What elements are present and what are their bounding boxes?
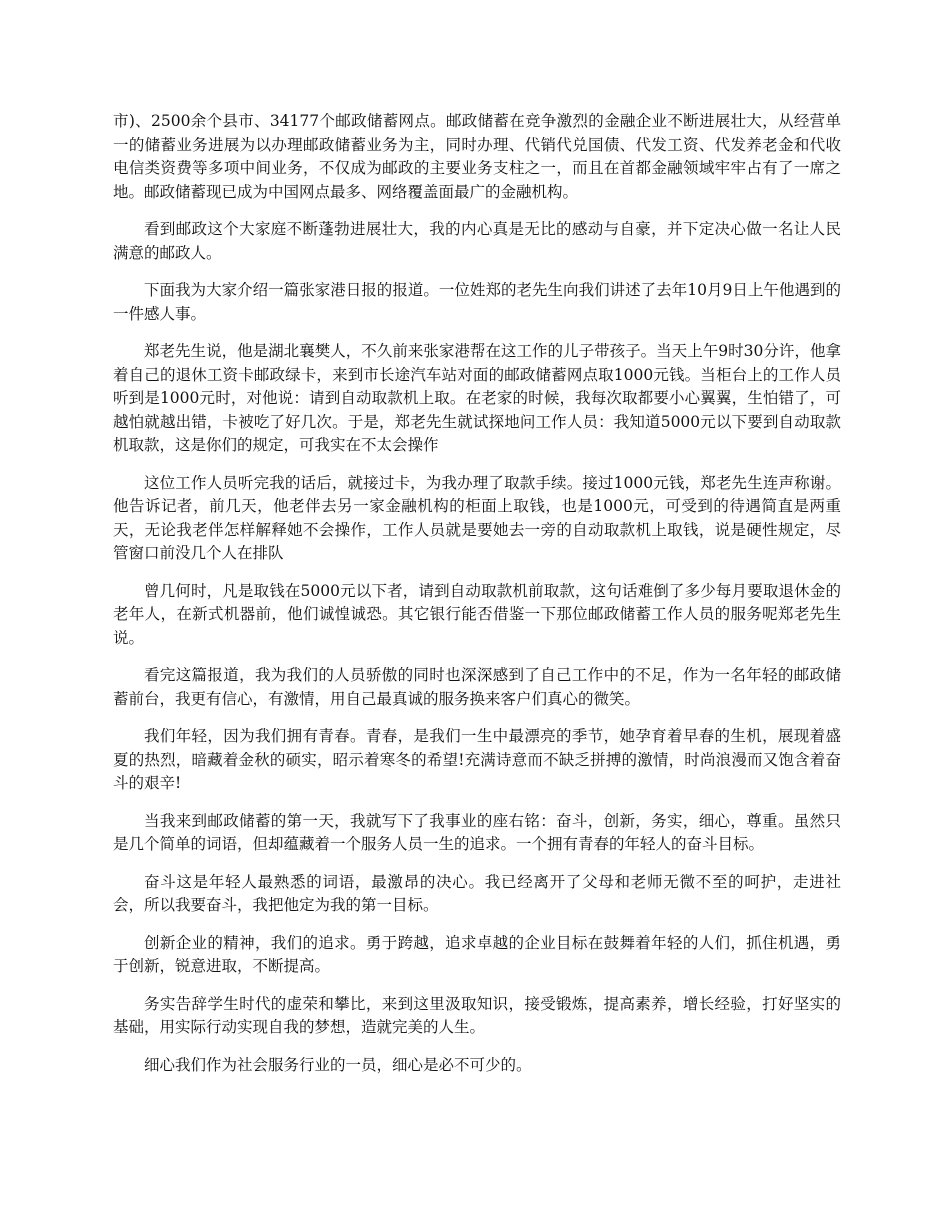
paragraph-4: 郑老先生说，他是湖北襄樊人，不久前来张家港帮在这工作的儿子带孩子。当天上午9时30分许，他拿着自己的退休工资卡邮政绿卡，来到市长途汽车站对面的邮政储蓄网点取1000元钱。当柜台上的工作人员听到是1000元时，对他说：请到自动取款机上取。在老家的时候，我每次取都要小心翼翼，生怕错了，可越怕就越出错，卡被吃了好几次。于是，郑老先生就试探地问工作人员：我知道5000元以下要到自动取款机取款，这是你们的规定，可我实在不太会操作 (113, 342, 841, 454)
paragraph-10: 奋斗这是年轻人最熟悉的词语，最激昂的决心。我已经离开了父母和老师无微不至的呵护，走进社会，所以我要奋斗，我把他定为我的第一目标。 (113, 872, 841, 914)
paragraph-5: 这位工作人员听完我的话后，就接过卡，为我办理了取款手续。接过1000元钱，郑老先生连声称谢。他告诉记者，前几天，他老伴去另一家金融机构的柜面上取钱，也是1000元，可受到的待遇简直是两重天，无论我老伴怎样解释她不会操作，工作人员就是要她去一旁的自动取款机上取钱，说是硬性规定，尽管窗口前没几个人在排队 (113, 473, 841, 562)
paragraph-11: 创新企业的精神，我们的追求。勇于跨越，追求卓越的企业目标在鼓舞着年轻的人们，抓住机遇，勇于创新，锐意进取，不断提高。 (113, 933, 841, 975)
document-body (113, 110, 841, 1091)
paragraph-13: 细心我们作为社会服务行业的一员，细心是必不可少的。 (144, 1055, 532, 1074)
paragraph-2: 看到邮政这个大家庭不断蓬勃进展壮大，我的内心真是无比的感动与自豪，并下定决心做一名让人民满意的邮政人。 (113, 220, 841, 262)
paragraph-6: 曾几何时，凡是取钱在5000元以下者，请到自动取款机前取款，这句话难倒了多少每月要取退休金的老年人，在新式机器前，他们诚惶诚恐。其它银行能否借鉴一下那位邮政储蓄工作人员的服务呢郑老先生说。 (113, 581, 841, 647)
paragraph-3: 下面我为大家介绍一篇张家港日报的报道。一位姓郑的老先生向我们讲述了去年10月9日上午他遇到的一件感人事。 (113, 281, 841, 323)
paragraph-7: 看完这篇报道，我为我们的人员骄傲的同时也深深感到了自己工作中的不足，作为一名年轻的邮政储蓄前台，我更有信心，有激情，用自己最真诚的服务换来客户们真心的微笑。 (113, 666, 841, 708)
paragraph-1: 市)、2500余个县市、34177个邮政储蓄网点。邮政储蓄在竞争激烈的金融企业不断进展壮大，从经营单一的储蓄业务进展为以办理邮政储蓄业务为主，同时办理、代销代兑国债、代发工资、代发养老金和代收电信类资费等多项中间业务，不仅成为邮政的主要业务支柱之一，而且在首都金融领域牢牢占有了一席之地。邮政储蓄现已成为中国网点最多、网络覆盖面最广的金融机构。 (113, 112, 841, 201)
paragraph-8: 我们年轻，因为我们拥有青春。青春，是我们一生中最漂亮的季节，她孕育着早春的生机，展现着盛夏的热烈，暗藏着金秋的硕实，昭示着寒冬的希望!充满诗意而不缺乏拼搏的激情，时尚浪漫而又饱含着奋斗的艰辛! (113, 727, 841, 792)
paragraph-9: 当我来到邮政储蓄的第一天，我就写下了我事业的座右铭：奋斗，创新，务实，细心，尊重。虽然只是几个简单的词语，但却蕴藏着一个服务人员一生的追求。一个拥有青春的年轻人的奋斗目标。 (113, 811, 841, 853)
paragraph-12: 务实告辞学生时代的虚荣和攀比，来到这里汲取知识，接受锻炼，提高素养，增长经验，打好坚实的基础，用实际行动实现自我的梦想，造就完美的人生。 (113, 994, 841, 1036)
